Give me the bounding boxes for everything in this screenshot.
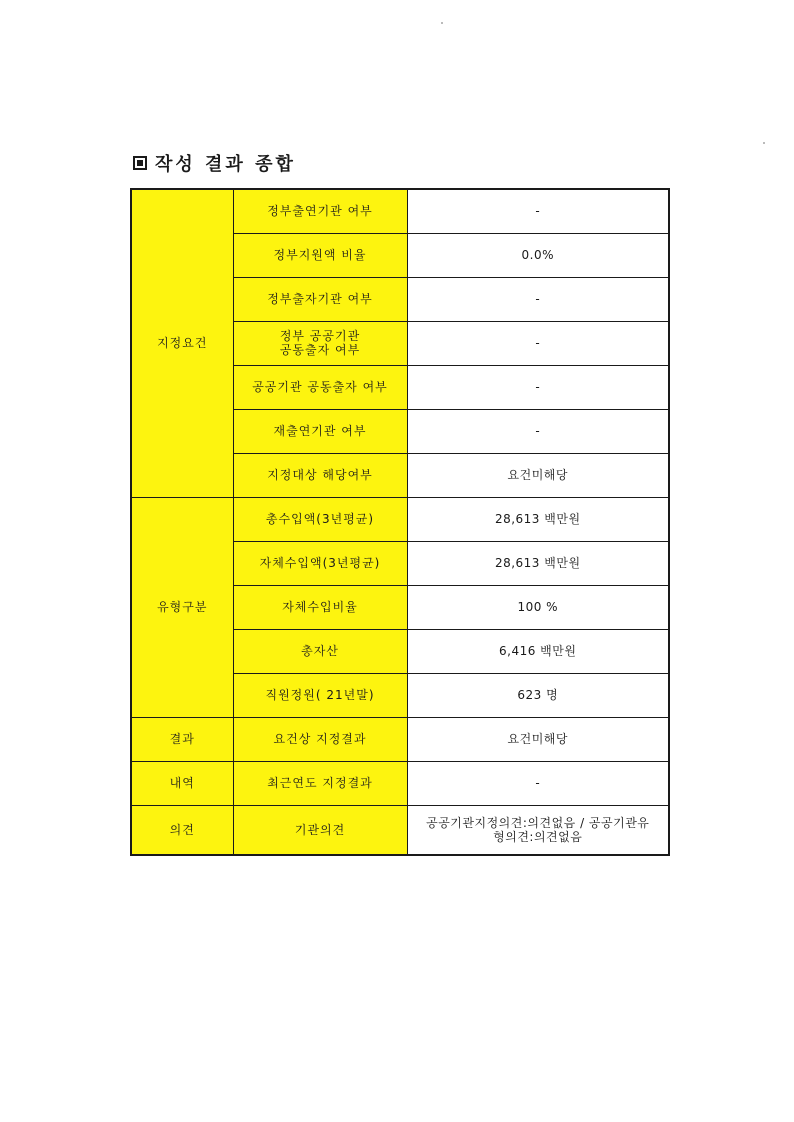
item-value: -	[407, 321, 669, 365]
item-label: 기관의견	[233, 805, 407, 855]
category-cell: 유형구분	[131, 497, 233, 717]
item-value: 공공기관지정의견:의견없음 / 공공기관유 형의견:의견없음	[407, 805, 669, 855]
category-cell: 의견	[131, 805, 233, 855]
item-value: 100 %	[407, 585, 669, 629]
item-label: 총자산	[233, 629, 407, 673]
item-label: 재출연기관 여부	[233, 409, 407, 453]
item-label: 자체수입액(3년평균)	[233, 541, 407, 585]
item-label: 정부출연기관 여부	[233, 189, 407, 233]
item-value: 623 명	[407, 673, 669, 717]
table-row	[131, 497, 669, 541]
square-bullet-icon	[133, 156, 147, 170]
table-row	[131, 189, 669, 233]
section-title: 작성 결과 종합	[155, 154, 296, 175]
item-label: 직원정원( 21년말)	[233, 673, 407, 717]
item-label: 정부 공공기관 공동출자 여부	[233, 321, 407, 365]
item-value: -	[407, 277, 669, 321]
item-label: 요건상 지정결과	[233, 717, 407, 761]
item-value: 6,416 백만원	[407, 629, 669, 673]
section-heading	[133, 150, 296, 176]
scan-speck	[763, 142, 765, 144]
item-label: 최근연도 지정결과	[233, 761, 407, 805]
table-row	[131, 805, 669, 855]
item-value: 0.0%	[407, 233, 669, 277]
item-label: 지정대상 해당여부	[233, 453, 407, 497]
item-label: 공공기관 공동출자 여부	[233, 365, 407, 409]
item-label: 총수입액(3년평균)	[233, 497, 407, 541]
table-row	[131, 717, 669, 761]
category-cell: 지정요건	[131, 189, 233, 497]
item-value: -	[407, 409, 669, 453]
category-cell: 결과	[131, 717, 233, 761]
table-row	[131, 761, 669, 805]
item-value: -	[407, 761, 669, 805]
item-label: 자체수입비율	[233, 585, 407, 629]
item-value: -	[407, 189, 669, 233]
item-value: 요건미해당	[407, 453, 669, 497]
item-label: 정부출자기관 여부	[233, 277, 407, 321]
item-value: 요건미해당	[407, 717, 669, 761]
item-label: 정부지원액 비율	[233, 233, 407, 277]
item-value: 28,613 백만원	[407, 541, 669, 585]
scan-speck	[441, 22, 443, 24]
item-value: -	[407, 365, 669, 409]
item-value: 28,613 백만원	[407, 497, 669, 541]
summary-table	[130, 188, 670, 856]
category-cell: 내역	[131, 761, 233, 805]
